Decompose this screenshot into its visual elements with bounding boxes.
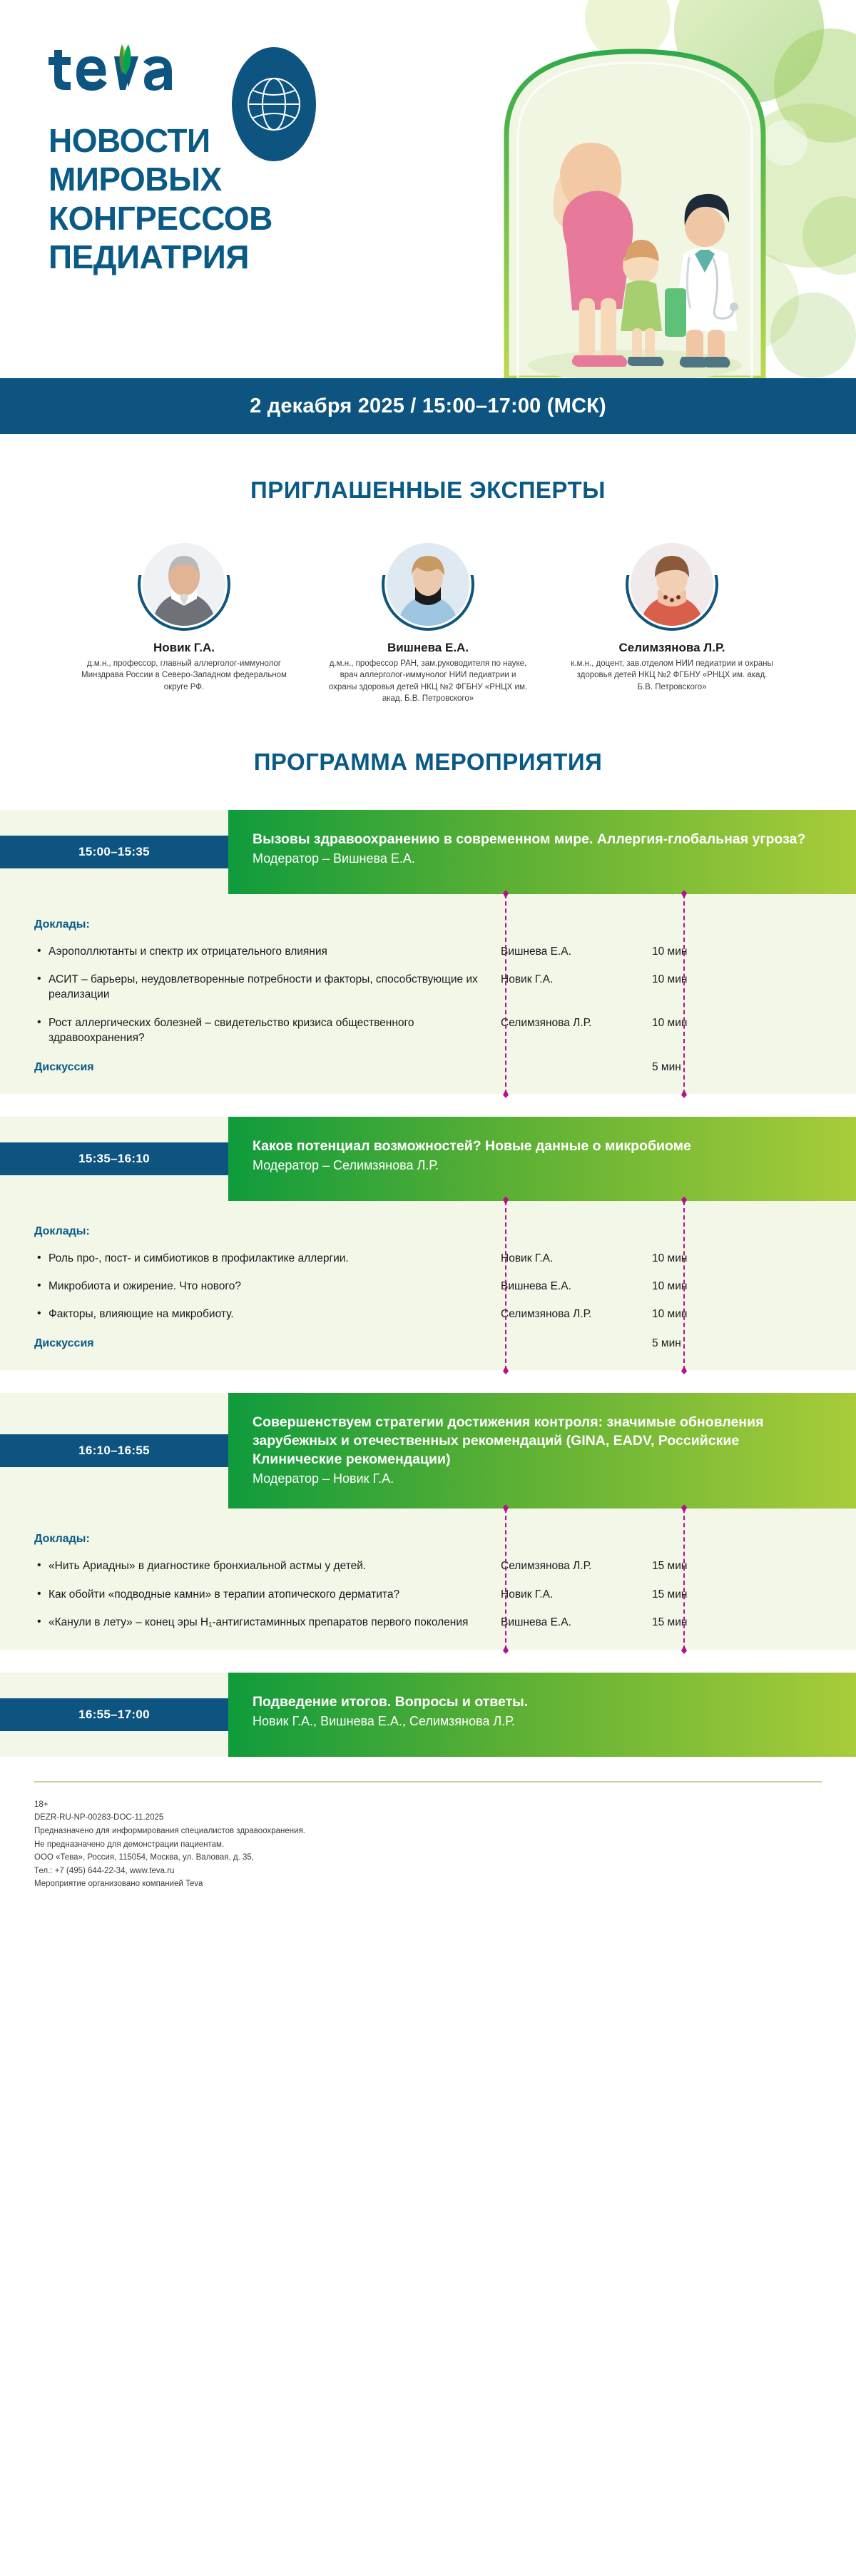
talk-duration: 10 мин: [652, 1016, 688, 1029]
session-moderator: Модератор – Вишнева Е.А.: [253, 851, 415, 866]
discussion-duration: 5 мин: [652, 1060, 681, 1073]
session-header: [0, 810, 856, 894]
talk-duration: 15 мин: [652, 1560, 688, 1573]
divider-cap-bottom: [681, 1366, 687, 1374]
session-title-column: [228, 1673, 856, 1757]
session-time: 15:00–15:35: [0, 836, 228, 868]
experts-row: [0, 538, 856, 704]
talk-row: [34, 1587, 827, 1602]
talk-row: [34, 944, 827, 959]
experts-section: [0, 434, 856, 704]
session-block: [0, 1117, 856, 1370]
closing-block: [0, 1673, 856, 1757]
talk-duration: 10 мин: [652, 945, 688, 958]
avatar: [626, 538, 718, 631]
session-title: Совершенствуем стратегии достижения контроля: значимые обновления зарубежных и отечественных рекомендаций (GINA, EADV, Российские Клинические рекомендации): [253, 1414, 764, 1468]
avatar: [382, 538, 474, 631]
experts-heading: ПРИГЛАШЕННЫЕ ЭКСПЕРТЫ: [250, 477, 606, 503]
talk-speaker: Новик Г.А.: [501, 1252, 554, 1264]
talk-row: [34, 1615, 827, 1630]
divider-cap-bottom: [681, 1646, 687, 1654]
discussion-label: Дискуссия: [34, 1337, 94, 1349]
title-line-1: НОВОСТИ: [49, 122, 210, 159]
talk-row: [34, 1251, 827, 1266]
session-time: 15:35–16:10: [0, 1142, 228, 1175]
talk-speaker: Новик Г.А.: [501, 1588, 554, 1601]
column-divider: [505, 1201, 506, 1370]
footer-age-rating: 18+: [34, 1800, 49, 1809]
talk-duration: 10 мин: [652, 1279, 688, 1292]
title-line-2: МИРОВЫХ: [49, 161, 222, 198]
column-divider: [683, 1508, 685, 1649]
talk-title: • «Нить Ариадны» в диагностике бронхиальной астмы у детей.: [34, 1558, 491, 1573]
talk-speaker: Новик Г.А.: [501, 973, 554, 986]
footer-contact: Тел.: +7 (495) 644-22-34, www.teva.ru: [34, 1866, 175, 1875]
talk-row: [34, 1307, 827, 1322]
expert-name: Вишнева Е.А.: [387, 641, 469, 654]
talks-label: Доклады:: [34, 918, 90, 931]
talk-speaker: Селимзянова Л.Р.: [501, 1560, 592, 1573]
title-line-4: ПЕДИАТРИЯ: [49, 238, 249, 275]
talk-title: • Как обойти «подводные камни» в терапии атопического дерматита?: [34, 1587, 491, 1602]
talk-title: • Факторы, влияющие на микробиоту.: [34, 1307, 491, 1322]
talk-speaker: Селимзянова Л.Р.: [501, 1016, 592, 1029]
expert-name: Селимзянова Л.Р.: [618, 641, 725, 654]
expert-bio: д.м.н., профессор РАН, зам.руководителя по науке, врач аллерголог-иммунолог НИИ педиатрии и охраны здоровья детей НКЦ №2 ФГБНУ «РНЦХ им. акад. Б.В. Петровского»: [328, 659, 528, 703]
session-time-column: [0, 1393, 228, 1508]
talk-title: • «Канули в лету» – конец эры H₁-антигистаминных препаратов первого поколения: [34, 1615, 491, 1630]
header-illustration: [414, 0, 856, 378]
talk-duration: 15 мин: [652, 1588, 688, 1601]
expert-card: [565, 538, 779, 704]
talk-duration: 10 мин: [652, 973, 688, 986]
column-divider: [683, 894, 685, 1093]
talk-row: [34, 1015, 827, 1045]
talk-title: • Рост аллергических болезней – свидетельство кризиса общественного здравоохранения?: [34, 1015, 491, 1045]
divider-cap-bottom: [503, 1646, 509, 1654]
session-header: [0, 1393, 856, 1508]
talk-title: • АСИТ – барьеры, неудовлетворенные потребности и факторы, способствующие их реализации: [34, 972, 491, 1002]
talk-speaker: Селимзянова Л.Р.: [501, 1307, 592, 1320]
session-title-column: [228, 1117, 856, 1201]
talk-row: [34, 1279, 827, 1294]
column-divider: [683, 1201, 685, 1370]
talk-speaker: Вишнева Е.А.: [501, 1279, 571, 1292]
session-title-column: [228, 1393, 856, 1508]
talk-title: • Роль про-, пост- и симбиотиков в профилактике аллергии.: [34, 1251, 491, 1266]
divider-cap-bottom: [503, 1366, 509, 1374]
session-header: [0, 1673, 856, 1757]
footer-disclaimer-1: Предназначено для информирования специалистов здравоохранения.: [34, 1826, 305, 1835]
column-divider: [505, 894, 506, 1093]
session-time: 16:55–17:00: [0, 1698, 228, 1731]
program-heading: ПРОГРАММА МЕРОПРИЯТИЯ: [253, 749, 603, 776]
session-moderator: Модератор – Селимзянова Л.Р.: [253, 1157, 439, 1172]
talk-speaker: Вишнева Е.А.: [501, 1616, 571, 1628]
talks-table: [0, 1201, 856, 1370]
session-moderator: Модератор – Новик Г.А.: [253, 1471, 394, 1486]
talk-title: • Аэрополлютанты и спектр их отрицательного влияния: [34, 944, 491, 959]
session-time-column: [0, 810, 228, 894]
discussion-label: Дискуссия: [34, 1060, 94, 1073]
footer-company-address: ООО «Тева», Россия, 115054, Москва, ул. Валовая, д. 35,: [34, 1853, 255, 1862]
globe-icon: [232, 47, 316, 161]
date-banner: [0, 378, 856, 434]
title-line-3: КОНГРЕССОВ: [49, 199, 272, 237]
date-banner-text: 2 декабря 2025 / 15:00–17:00 (МСК): [250, 394, 606, 417]
column-divider: [505, 1508, 506, 1649]
session-time-column: [0, 1117, 228, 1201]
expert-bio: д.м.н., профессор, главный аллерголог-иммунолог Минздрава России в Северо-Западном федеральном округе РФ.: [81, 659, 287, 691]
talk-speaker: Вишнева Е.А.: [501, 945, 571, 958]
session-speakers: Новик Г.А., Вишнева Е.А., Селимзянова Л.Р.: [253, 1713, 515, 1728]
expert-name: Новик Г.А.: [153, 641, 215, 654]
session-block: [0, 1393, 856, 1650]
page-header: [0, 0, 856, 378]
talk-duration: 15 мин: [652, 1616, 688, 1628]
divider-cap-bottom: [503, 1090, 509, 1098]
talks-label: Доклады:: [34, 1533, 90, 1546]
talks-table: [0, 894, 856, 1093]
expert-bio: к.м.н., доцент, зав.отделом НИИ педиатрии и охраны здоровья детей НКЦ №2 ФГБНУ «РНЦХ им. акад. Б.В. Петровского»: [571, 659, 773, 691]
talk-title: • Микробиота и ожирение. Что нового?: [34, 1279, 491, 1294]
talk-row: [34, 1558, 827, 1573]
session-title: Каков потенциал возможностей? Новые данные о микробиоме: [253, 1137, 691, 1154]
session-block: [0, 810, 856, 1093]
talk-row: [34, 972, 827, 1002]
session-title-column: [228, 810, 856, 894]
footer: [0, 1783, 856, 1912]
discussion-duration: 5 мин: [652, 1337, 681, 1349]
expert-card: [321, 538, 535, 704]
expert-card: [77, 538, 291, 704]
session-title: Подведение итогов. Вопросы и ответы.: [253, 1693, 529, 1710]
footer-doc-code: DEZR-RU-NP-00283-DOC-11.2025: [34, 1813, 164, 1822]
session-title: Вызовы здравоохранению в современном мире. Аллергия-глобальная угроза?: [253, 831, 806, 848]
talk-duration: 10 мин: [652, 1252, 688, 1264]
avatar: [138, 538, 230, 631]
footer-organizer: Мероприятие организовано компанией Teva: [34, 1880, 203, 1889]
discussion-row: [34, 1061, 827, 1074]
divider-cap-bottom: [681, 1090, 687, 1098]
session-time: 16:10–16:55: [0, 1434, 228, 1467]
footer-disclaimer-2: Не предназначено для демонстрации пациентам.: [34, 1840, 225, 1849]
talks-table: [0, 1508, 856, 1649]
talk-duration: 10 мин: [652, 1307, 688, 1320]
talks-label: Доклады:: [34, 1224, 90, 1237]
discussion-row: [34, 1337, 827, 1350]
teva-logo: [49, 36, 191, 93]
session-time-column: [0, 1673, 228, 1757]
session-header: [0, 1117, 856, 1201]
